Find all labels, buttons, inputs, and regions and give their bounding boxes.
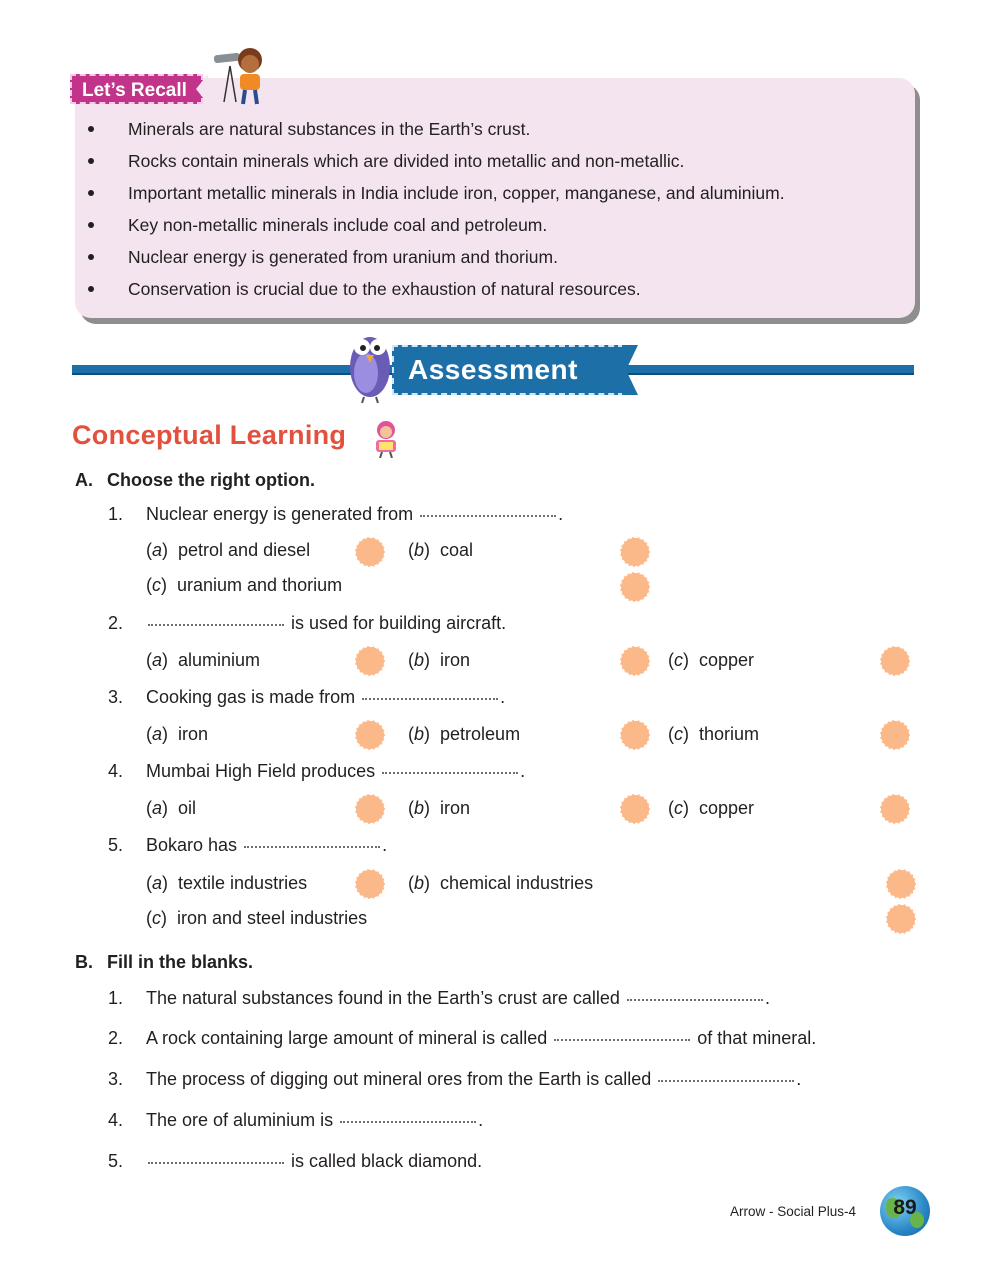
option-a: (a) iron bbox=[146, 724, 209, 744]
bullet-icon bbox=[88, 126, 94, 132]
bird-mascot-icon bbox=[340, 325, 400, 403]
boy-telescope-illustration bbox=[212, 44, 268, 106]
recall-item: Minerals are natural substances in the Earth’s crust. bbox=[88, 114, 785, 146]
assessment-title: Assessment bbox=[392, 345, 624, 395]
recall-tag-notch bbox=[196, 74, 208, 104]
book-title: Arrow - Social Plus-4 bbox=[730, 1204, 857, 1219]
answer-blank[interactable] bbox=[148, 1161, 284, 1164]
option-c: (c) thorium bbox=[668, 724, 760, 744]
answer-bubble[interactable] bbox=[620, 646, 650, 676]
option-b: (b) iron bbox=[408, 650, 471, 670]
bullet-icon bbox=[88, 222, 94, 228]
section-b-label: B. bbox=[75, 952, 93, 972]
page-number: 89 bbox=[893, 1196, 917, 1219]
option-c: (c) iron and steel industries bbox=[146, 908, 368, 928]
answer-bubble[interactable] bbox=[880, 794, 910, 824]
option-a: (a) textile industries bbox=[146, 873, 308, 893]
section-b-title: Fill in the blanks. bbox=[107, 952, 254, 972]
question-number: 2. bbox=[108, 613, 124, 633]
blank-sentence: The natural substances found in the Earth’s crust are called . bbox=[146, 988, 770, 1008]
blank-number: 1. bbox=[108, 988, 124, 1008]
option-c: (c) copper bbox=[668, 798, 755, 818]
answer-blank[interactable] bbox=[340, 1120, 476, 1123]
recall-item: Important metallic minerals in India include iron, copper, manganese, and aluminium. bbox=[88, 178, 785, 210]
question-text: Bokaro has . bbox=[146, 835, 388, 855]
question-text: Cooking gas is made from . bbox=[146, 687, 506, 707]
answer-bubble[interactable] bbox=[880, 720, 910, 750]
option-b: (b) iron bbox=[408, 798, 471, 818]
blank-sentence: A rock containing large amount of mineral is called of that mineral. bbox=[146, 1028, 817, 1048]
answer-blank[interactable] bbox=[244, 845, 380, 848]
answer-bubble[interactable] bbox=[355, 869, 385, 899]
question-number: 3. bbox=[108, 687, 124, 707]
answer-blank[interactable] bbox=[420, 514, 556, 517]
section-a-label: A. bbox=[75, 470, 93, 490]
conceptual-learning-title: Conceptual Learning bbox=[72, 420, 347, 450]
recall-item: Conservation is crucial due to the exhaustion of natural resources. bbox=[88, 274, 785, 306]
answer-bubble[interactable] bbox=[355, 537, 385, 567]
option-a: (a) oil bbox=[146, 798, 197, 818]
bullet-icon bbox=[88, 158, 94, 164]
section-a-title: Choose the right option. bbox=[107, 470, 315, 490]
question-text: Mumbai High Field produces . bbox=[146, 761, 526, 781]
option-a: (a) aluminium bbox=[146, 650, 261, 670]
girl-reading-icon bbox=[366, 418, 406, 458]
answer-bubble[interactable] bbox=[620, 794, 650, 824]
question-text: is used for building aircraft. bbox=[146, 613, 506, 634]
bullet-icon bbox=[88, 286, 94, 292]
answer-blank[interactable] bbox=[362, 697, 498, 700]
blank-number: 2. bbox=[108, 1028, 124, 1048]
question-text: Nuclear energy is generated from . bbox=[146, 504, 564, 524]
blank-sentence: The ore of aluminium is . bbox=[146, 1110, 484, 1130]
question-number: 4. bbox=[108, 761, 124, 781]
option-b: (b) chemical industries bbox=[408, 873, 594, 893]
recall-item: Key non-metallic minerals include coal and petroleum. bbox=[88, 210, 785, 242]
recall-tag: Let’s Recall bbox=[70, 74, 203, 104]
answer-bubble[interactable] bbox=[355, 794, 385, 824]
answer-blank[interactable] bbox=[658, 1079, 794, 1082]
recall-list bbox=[88, 114, 785, 306]
answer-bubble[interactable] bbox=[355, 720, 385, 750]
answer-bubble[interactable] bbox=[880, 646, 910, 676]
answer-bubble[interactable] bbox=[620, 720, 650, 750]
bullet-icon bbox=[88, 190, 94, 196]
blank-number: 5. bbox=[108, 1151, 124, 1171]
bullet-icon bbox=[88, 254, 94, 260]
recall-item: Nuclear energy is generated from uranium and thorium. bbox=[88, 242, 785, 274]
answer-blank[interactable] bbox=[627, 998, 763, 1001]
option-c: (c) uranium and thorium bbox=[146, 575, 343, 595]
option-b: (b) coal bbox=[408, 540, 474, 560]
answer-bubble[interactable] bbox=[620, 537, 650, 567]
recall-item: Rocks contain minerals which are divided into metallic and non-metallic. bbox=[88, 146, 785, 178]
answer-blank[interactable] bbox=[148, 623, 284, 626]
answer-bubble[interactable] bbox=[886, 904, 916, 934]
answer-bubble[interactable] bbox=[355, 646, 385, 676]
option-b: (b) petroleum bbox=[408, 724, 521, 744]
banner-notch bbox=[622, 345, 638, 395]
blank-number: 4. bbox=[108, 1110, 124, 1130]
question-number: 5. bbox=[108, 835, 124, 855]
answer-bubble[interactable] bbox=[620, 572, 650, 602]
answer-blank[interactable] bbox=[554, 1038, 690, 1041]
answer-bubble[interactable] bbox=[886, 869, 916, 899]
blank-sentence: is called black diamond. bbox=[146, 1151, 482, 1172]
option-c: (c) copper bbox=[668, 650, 755, 670]
blank-number: 3. bbox=[108, 1069, 124, 1089]
option-a: (a) petrol and diesel bbox=[146, 540, 311, 560]
question-number: 1. bbox=[108, 504, 124, 524]
answer-blank[interactable] bbox=[382, 771, 518, 774]
blank-sentence: The process of digging out mineral ores from the Earth is called . bbox=[146, 1069, 802, 1089]
